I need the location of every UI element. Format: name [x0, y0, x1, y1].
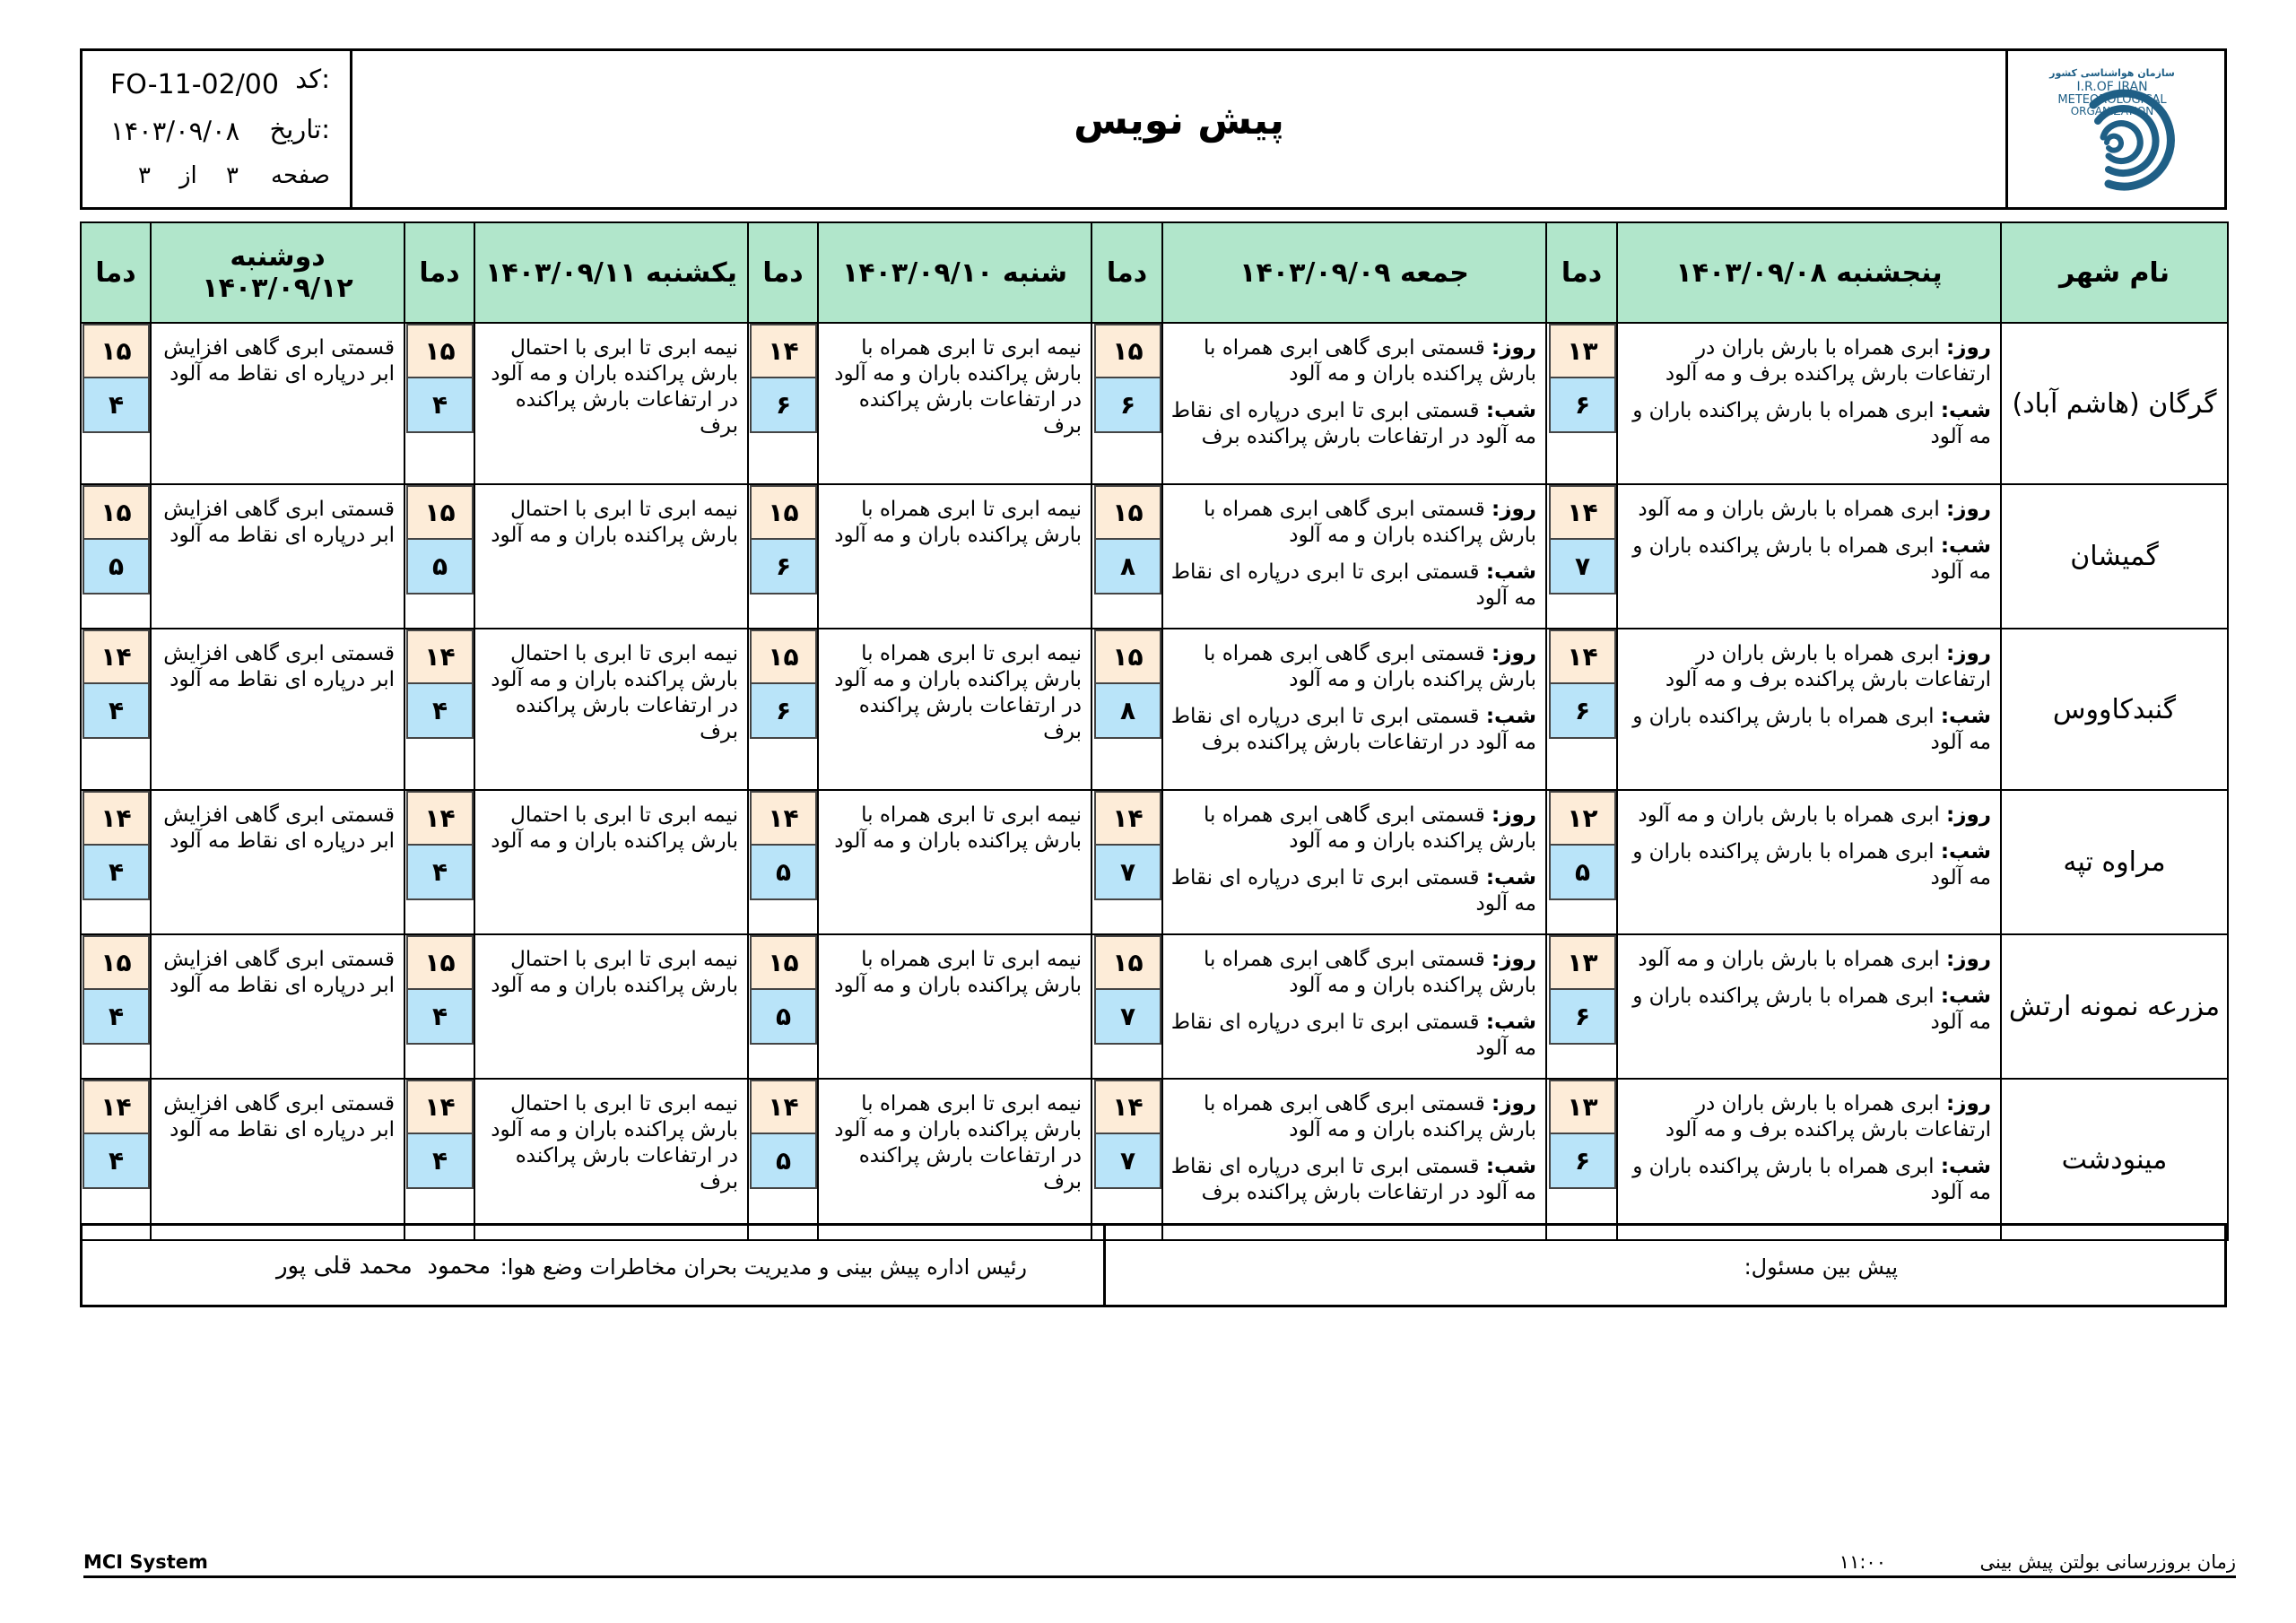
min-temp: ۶ [1549, 990, 1616, 1045]
table-row [81, 790, 2228, 934]
forecast-cell [1617, 484, 2001, 629]
day-label: روز: [1492, 498, 1536, 521]
min-temp: ۴ [406, 684, 474, 739]
logo-line-2: I.R.OF IRAN [2076, 80, 2148, 94]
max-temp: ۱۳ [1549, 1080, 1616, 1134]
forecast-cell [1162, 1079, 1546, 1240]
temperature-cell [748, 484, 818, 629]
temperature-cell [1546, 934, 1617, 1079]
day-forecast-text: ابری همراه با بارش باران در ارتفاعات بارش پراکنده برف و مه آلود [1665, 336, 1991, 386]
organization-logo [2005, 51, 2224, 207]
temperature-cell [404, 323, 474, 484]
page-number: ۳ [226, 162, 239, 189]
max-temp: ۱۴ [83, 1080, 150, 1134]
forecast-cell [1162, 629, 1546, 790]
night-label: شب: [1485, 705, 1536, 728]
temperature-cell [404, 1079, 474, 1240]
temperature-cell [1091, 934, 1162, 1079]
forecaster-label: پیش بین مسئول: [1744, 1254, 1898, 1280]
day-forecast-text: قسمتی ابری گاهی ابری همراه با بارش پراکنده باران و مه آلود [1204, 803, 1536, 853]
max-temp: ۱۲ [1549, 791, 1616, 846]
min-temp: ۸ [1094, 684, 1161, 739]
night-label: شب: [1940, 534, 1991, 558]
temperature-cell [1546, 1079, 1617, 1240]
document-meta [83, 51, 352, 207]
day-label: روز: [1946, 498, 1991, 521]
page-title: پیش نویس [1074, 97, 1284, 143]
forecast-cell [474, 629, 748, 790]
date-value: ۱۴۰۳/۰۹/۰۸ [110, 116, 240, 146]
forecast-cell [474, 323, 748, 484]
table-row [81, 323, 2228, 484]
max-temp: ۱۵ [406, 485, 474, 540]
forecast-cell [818, 629, 1091, 790]
forecast-text: نیمه ابری تا ابری همراه با بارش پراکنده باران و مه آلود در ارتفاعات بارش پراکنده برف [834, 1092, 1082, 1193]
forecast-cell [1162, 323, 1546, 484]
min-temp: ۶ [1094, 378, 1161, 433]
city-name: گنبدکاووس [2001, 629, 2228, 790]
forecast-text: نیمه ابری تا ابری همراه با بارش پراکنده باران و مه آلود در ارتفاعات بارش پراکنده برف [834, 336, 1082, 438]
min-temp: ۴ [83, 846, 150, 900]
forecast-cell [1162, 790, 1546, 934]
date-label: تاریخ: [269, 114, 330, 144]
max-temp: ۱۵ [1094, 485, 1161, 540]
forecast-cell [1617, 629, 2001, 790]
temperature-cell [404, 484, 474, 629]
city-name: گمیشان [2001, 484, 2228, 629]
city-name: گرگان (هاشم آباد) [2001, 323, 2228, 484]
temperature-cell [748, 934, 818, 1079]
day-label: روز: [1492, 803, 1536, 827]
max-temp: ۱۳ [1549, 935, 1616, 990]
min-temp: ۴ [406, 378, 474, 433]
forecast-table [80, 221, 2229, 1241]
temperature-cell [1546, 484, 1617, 629]
night-forecast-text: ابری همراه با بارش پراکنده باران و مه آلود [1632, 840, 1991, 890]
day-header: دوشنبه ۱۴۰۳/۰۹/۱۲ [151, 222, 404, 323]
min-temp: ۷ [1094, 1134, 1161, 1189]
forecast-cell [1617, 1079, 2001, 1240]
temperature-cell [748, 323, 818, 484]
max-temp: ۱۴ [83, 629, 150, 684]
signature-block [80, 1223, 2227, 1307]
min-temp: ۴ [83, 990, 150, 1045]
night-forecast-text: قسمتی ابری تا ابری درپاره ای نقاط مه آلود در ارتفاعات بارش پراکنده برف [1170, 705, 1536, 754]
night-label: شب: [1940, 705, 1991, 728]
max-temp: ۱۴ [1549, 629, 1616, 684]
temperature-cell [1091, 790, 1162, 934]
night-label: شب: [1485, 1155, 1536, 1178]
meteorological-organization-logo-icon [2008, 51, 2222, 207]
max-temp: ۱۳ [1549, 324, 1616, 378]
night-label: شب: [1485, 399, 1536, 422]
forecast-text: نیمه ابری تا ابری همراه با بارش پراکنده باران و مه آلود در ارتفاعات بارش پراکنده برف [834, 642, 1082, 743]
forecast-cell [474, 934, 748, 1079]
forecast-text: قسمتی ابری گاهی افزایش ابر درپاره ای نقاط مه آلود [163, 948, 395, 997]
day-label: روز: [1946, 803, 1991, 827]
max-temp: ۱۴ [1094, 1080, 1161, 1134]
head-name: محمود محمد قلی پور [276, 1253, 491, 1280]
night-label: شب: [1485, 560, 1536, 584]
forecast-text: نیمه ابری تا ابری با احتمال بارش پراکنده باران و مه آلود [491, 948, 738, 997]
max-temp: ۱۴ [750, 1080, 817, 1134]
forecast-text: نیمه ابری تا ابری با احتمال بارش پراکنده باران و مه آلود در ارتفاعات بارش پراکنده برف [491, 642, 738, 743]
min-temp: ۴ [83, 684, 150, 739]
temp-header: دما [748, 222, 818, 323]
forecast-cell [151, 1079, 404, 1240]
min-temp: ۸ [1094, 540, 1161, 595]
night-forecast-text: ابری همراه با بارش پراکنده باران و مه آلود [1632, 399, 1991, 448]
min-temp: ۶ [1549, 378, 1616, 433]
forecast-cell [474, 484, 748, 629]
max-temp: ۱۵ [406, 324, 474, 378]
forecast-cell [151, 629, 404, 790]
temperature-cell [404, 790, 474, 934]
forecaster-cell [1106, 1226, 2224, 1305]
night-label: شب: [1940, 840, 1991, 864]
night-forecast-text: قسمتی ابری تا ابری درپاره ای نقاط مه آلود [1170, 1011, 1536, 1060]
forecast-text: نیمه ابری تا ابری با احتمال بارش پراکنده باران و مه آلود در ارتفاعات بارش پراکنده برف [491, 1092, 738, 1193]
max-temp: ۱۵ [1094, 935, 1161, 990]
temperature-cell [1091, 1079, 1162, 1240]
temperature-cell [404, 629, 474, 790]
forecast-cell [1162, 484, 1546, 629]
min-temp: ۵ [83, 540, 150, 595]
temperature-cell [404, 934, 474, 1079]
night-label: شب: [1940, 1155, 1991, 1178]
min-temp: ۵ [1549, 846, 1616, 900]
table-header-row [81, 222, 2228, 323]
min-temp: ۵ [750, 846, 817, 900]
page-of-label: از [179, 162, 197, 189]
day-forecast-text: ابری همراه با بارش باران و مه آلود [1638, 948, 1940, 971]
forecast-cell [818, 934, 1091, 1079]
night-forecast-text: قسمتی ابری تا ابری درپاره ای نقاط مه آلود [1170, 866, 1536, 916]
table-row [81, 629, 2228, 790]
day-header: شنبه ۱۴۰۳/۰۹/۱۰ [818, 222, 1091, 323]
table-row [81, 934, 2228, 1079]
max-temp: ۱۵ [750, 935, 817, 990]
day-label: روز: [1946, 948, 1991, 971]
max-temp: ۱۴ [750, 324, 817, 378]
min-temp: ۴ [406, 1134, 474, 1189]
temperature-cell [81, 790, 151, 934]
forecast-text: قسمتی ابری گاهی افزایش ابر درپاره ای نقاط مه آلود [163, 642, 395, 691]
max-temp: ۱۴ [406, 791, 474, 846]
temperature-cell [81, 1079, 151, 1240]
max-temp: ۱۵ [750, 629, 817, 684]
forecast-text: نیمه ابری تا ابری همراه با بارش پراکنده باران و مه آلود [834, 498, 1082, 547]
page-footer [83, 1551, 2236, 1578]
max-temp: ۱۴ [406, 629, 474, 684]
forecast-cell [818, 790, 1091, 934]
night-forecast-text: ابری همراه با بارش پراکنده باران و مه آلود [1632, 534, 1991, 584]
code-value: FO-11-02/00 [110, 69, 279, 100]
forecast-cell [818, 1079, 1091, 1240]
max-temp: ۱۵ [1094, 629, 1161, 684]
city-name: مزرعه نمونه ارتش [2001, 934, 2228, 1079]
table-row [81, 484, 2228, 629]
night-label: شب: [1485, 1011, 1536, 1034]
temp-header: دما [1546, 222, 1617, 323]
day-label: روز: [1946, 336, 1991, 360]
logo-persian-name: سازمان هواشناسی کشور [2049, 67, 2175, 79]
head-title: رئیس اداره پیش بینی و مدیریت بحران مخاطرات وضع هوا: [500, 1254, 1027, 1280]
day-forecast-text: ابری همراه با بارش باران در ارتفاعات بارش پراکنده برف و مه آلود [1665, 1092, 1991, 1141]
min-temp: ۵ [750, 1134, 817, 1189]
max-temp: ۱۵ [83, 935, 150, 990]
day-label: روز: [1946, 642, 1991, 665]
forecast-text: نیمه ابری تا ابری با احتمال بارش پراکنده باران و مه آلود در ارتفاعات بارش پراکنده برف [491, 336, 738, 438]
forecast-cell [1617, 790, 2001, 934]
night-forecast-text: ابری همراه با بارش پراکنده باران و مه آلود [1632, 1155, 1991, 1204]
min-temp: ۶ [1549, 684, 1616, 739]
min-temp: ۶ [750, 684, 817, 739]
min-temp: ۵ [750, 990, 817, 1045]
forecast-text: قسمتی ابری گاهی افزایش ابر درپاره ای نقاط مه آلود [163, 336, 395, 386]
forecast-text: قسمتی ابری گاهی افزایش ابر درپاره ای نقاط مه آلود [163, 1092, 395, 1141]
day-forecast-text: ابری همراه با بارش باران در ارتفاعات بارش پراکنده برف و مه آلود [1665, 642, 1991, 691]
forecast-cell [151, 934, 404, 1079]
min-temp: ۴ [406, 990, 474, 1045]
min-temp: ۴ [83, 378, 150, 433]
day-forecast-text: قسمتی ابری گاهی ابری همراه با بارش پراکنده باران و مه آلود [1204, 948, 1536, 997]
temperature-cell [1091, 323, 1162, 484]
forecast-cell [818, 484, 1091, 629]
night-forecast-text: ابری همراه با بارش پراکنده باران و مه آلود [1632, 985, 1991, 1034]
forecast-cell [151, 484, 404, 629]
temperature-cell [1546, 790, 1617, 934]
max-temp: ۱۵ [406, 935, 474, 990]
day-forecast-text: قسمتی ابری گاهی ابری همراه با بارش پراکنده باران و مه آلود [1204, 498, 1536, 547]
day-label: روز: [1492, 336, 1536, 360]
forecast-cell [474, 790, 748, 934]
update-label: زمان بروزرسانی بولتن پیش بینی [1979, 1551, 2236, 1573]
forecast-cell [818, 323, 1091, 484]
max-temp: ۱۵ [83, 324, 150, 378]
temperature-cell [1546, 629, 1617, 790]
document-header [80, 48, 2227, 210]
temperature-cell [81, 934, 151, 1079]
night-label: شب: [1940, 985, 1991, 1008]
min-temp: ۴ [406, 846, 474, 900]
max-temp: ۱۴ [1549, 485, 1616, 540]
temperature-cell [748, 790, 818, 934]
max-temp: ۱۵ [1094, 324, 1161, 378]
day-label: روز: [1492, 948, 1536, 971]
night-forecast-text: قسمتی ابری تا ابری درپاره ای نقاط مه آلود در ارتفاعات بارش پراکنده برف [1170, 1155, 1536, 1204]
temperature-cell [748, 629, 818, 790]
table-body [81, 323, 2228, 1240]
forecast-text: نیمه ابری تا ابری همراه با بارش پراکنده باران و مه آلود [834, 803, 1082, 853]
day-label: روز: [1492, 642, 1536, 665]
temp-header: دما [404, 222, 474, 323]
temp-header: دما [1091, 222, 1162, 323]
temperature-cell [81, 484, 151, 629]
forecast-cell [151, 790, 404, 934]
day-label: روز: [1492, 1092, 1536, 1115]
day-forecast-text: ابری همراه با بارش باران و مه آلود [1638, 803, 1940, 827]
forecast-text: نیمه ابری تا ابری همراه با بارش پراکنده باران و مه آلود [834, 948, 1082, 997]
max-temp: ۱۴ [406, 1080, 474, 1134]
city-name: مینودشت [2001, 1079, 2228, 1240]
min-temp: ۷ [1094, 846, 1161, 900]
day-label: روز: [1946, 1092, 1991, 1115]
max-temp: ۱۵ [83, 485, 150, 540]
temperature-cell [1546, 323, 1617, 484]
page-label: صفحه [271, 162, 330, 189]
city-name: مراوه تپه [2001, 790, 2228, 934]
city-column-header: نام شهر [2001, 222, 2228, 323]
forecast-text: قسمتی ابری گاهی افزایش ابر درپاره ای نقاط مه آلود [163, 803, 395, 853]
head-signature-cell [83, 1226, 1106, 1305]
forecast-text: نیمه ابری تا ابری با احتمال بارش پراکنده باران و مه آلود [491, 803, 738, 853]
max-temp: ۱۵ [750, 485, 817, 540]
forecast-cell [1617, 934, 2001, 1079]
temperature-cell [81, 323, 151, 484]
min-temp: ۷ [1549, 540, 1616, 595]
night-forecast-text: قسمتی ابری تا ابری درپاره ای نقاط مه آلود [1170, 560, 1536, 610]
day-forecast-text: قسمتی ابری گاهی ابری همراه با بارش پراکنده باران و مه آلود [1204, 1092, 1536, 1141]
min-temp: ۶ [1549, 1134, 1616, 1189]
max-temp: ۱۴ [83, 791, 150, 846]
night-forecast-text: قسمتی ابری تا ابری درپاره ای نقاط مه آلود در ارتفاعات بارش پراکنده برف [1170, 399, 1536, 448]
forecast-text: نیمه ابری تا ابری با احتمال بارش پراکنده باران و مه آلود [491, 498, 738, 547]
day-header: جمعه ۱۴۰۳/۰۹/۰۹ [1162, 222, 1546, 323]
logo-line-3: METEOROLOGICAL [2057, 93, 2167, 107]
night-forecast-text: ابری همراه با بارش پراکنده باران و مه آلود [1632, 705, 1991, 754]
temperature-cell [1091, 484, 1162, 629]
temperature-cell [748, 1079, 818, 1240]
day-header: یکشنبه ۱۴۰۳/۰۹/۱۱ [474, 222, 748, 323]
temperature-cell [81, 629, 151, 790]
day-forecast-text: قسمتی ابری گاهی ابری همراه با بارش پراکنده باران و مه آلود [1204, 642, 1536, 691]
day-header: پنجشنبه ۱۴۰۳/۰۹/۰۸ [1617, 222, 2001, 323]
temperature-cell [1091, 629, 1162, 790]
day-forecast-text: قسمتی ابری گاهی ابری همراه با بارش پراکنده باران و مه آلود [1204, 336, 1536, 386]
update-time: ۱۱:۰۰ [1839, 1551, 1886, 1573]
forecast-cell [1162, 934, 1546, 1079]
max-temp: ۱۴ [1094, 791, 1161, 846]
min-temp: ۴ [83, 1134, 150, 1189]
night-label: شب: [1485, 866, 1536, 890]
night-label: شب: [1940, 399, 1991, 422]
min-temp: ۶ [750, 378, 817, 433]
min-temp: ۶ [750, 540, 817, 595]
min-temp: ۷ [1094, 990, 1161, 1045]
system-name: MCI System [83, 1551, 208, 1573]
temp-header: دما [81, 222, 151, 323]
forecast-cell [151, 323, 404, 484]
logo-line-4: ORGANIZATION [2070, 105, 2154, 117]
max-temp: ۱۴ [750, 791, 817, 846]
code-label: کد: [295, 64, 330, 94]
day-forecast-text: ابری همراه با بارش باران و مه آلود [1638, 498, 1940, 521]
page-title-cell [352, 51, 2005, 207]
forecast-cell [474, 1079, 748, 1240]
table-row [81, 1079, 2228, 1240]
forecast-text: قسمتی ابری گاهی افزایش ابر درپاره ای نقاط مه آلود [163, 498, 395, 547]
min-temp: ۵ [406, 540, 474, 595]
forecast-cell [1617, 323, 2001, 484]
page-total: ۳ [138, 162, 151, 189]
